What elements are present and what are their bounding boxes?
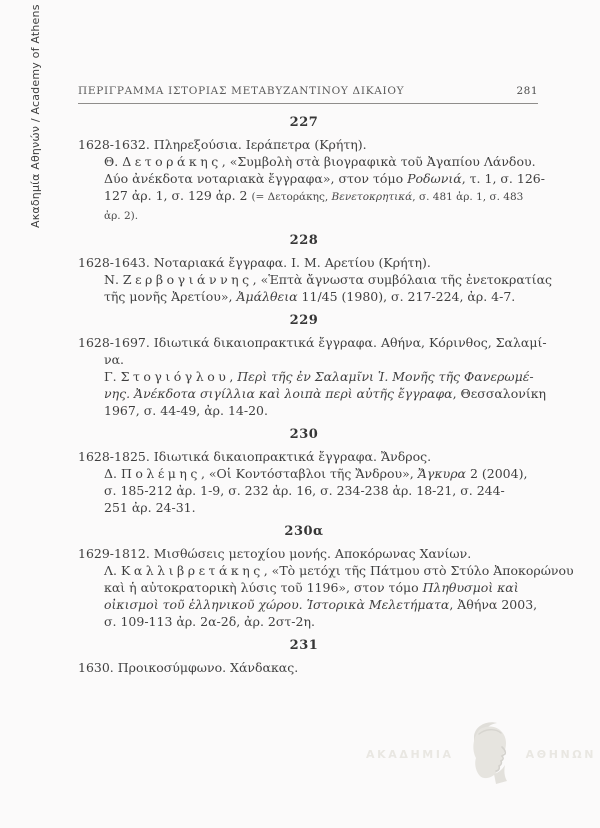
entry-line: σ. 185-212 ἀρ. 1-9, σ. 232 ἀρ. 16, σ. 234-238 ἀρ. 18-21, σ. 244- (104, 483, 505, 498)
entry-line: 1967, σ. 44-49, ἀρ. 14-20. (104, 403, 268, 418)
entry-line: 127 ἀρ. 1, σ. 129 ἀρ. 2 (= Δετοράκης, Βενετοκρητικά, σ. 481 ἀρ. 1, σ. 483 (104, 188, 524, 203)
entry-line: να. (104, 352, 125, 367)
entry-number: 229 (289, 313, 319, 328)
entry-number: 228 (289, 233, 319, 248)
entry-number: 231 (289, 638, 319, 653)
entry-number: 227 (289, 115, 319, 130)
entry-line: οἰκισμοὶ τοῦ ἑλληνικοῦ χώρου. Ἱστορικὰ Μελετήματα, Ἀθήνα 2003, (104, 597, 538, 612)
running-title: ΠΕΡΙΓΡΑΜΜΑ ΙΣΤΟΡΙΑΣ ΜΕΤΑΒΥΖΑΝΤΙΝΟΥ ΔΙΚΑΙΟΥ (78, 85, 405, 97)
entry-line: Θ. Δετοράκης, «Συμβολὴ στὰ βιογραφικὰ τοῦ Ἀγαπίου Λάνδου. (104, 154, 536, 169)
entry-229 (78, 313, 558, 419)
page-header (78, 85, 538, 97)
entry-line: σ. 109-113 ἀρ. 2α-2δ, ἀρ. 2στ-2η. (104, 614, 315, 629)
entry-line: καὶ ἡ αὐτοκρατορικὴ λύσις τοῦ 1196», στον τόμο Πληθυσμοὶ καὶ (104, 580, 519, 595)
entry-line: Λ. Καλλιβρετάκης, «Τὸ μετόχι τῆς Πάτμου στὸ Στύλο Ἀποκορώνου (104, 563, 574, 578)
entry-230α (78, 524, 574, 630)
entry-line: 1628-1697. Ιδιωτικά δικαιοπρακτικά ἔγγραφα. Αθήνα, Κόρινθος, Σαλαμί- (78, 335, 547, 350)
entries (78, 107, 574, 676)
entry-230 (78, 427, 558, 516)
entry-line: ἀρ. 2). (104, 210, 139, 222)
entry-line: 1629-1812. Μισθώσεις μετοχίου μονής. Αποκόρωνας Χανίων. (78, 546, 472, 561)
entry-227 (78, 115, 558, 225)
entry-line: Ν. Ζερβογιάννης, «Ἑπτὰ ἄγνωστα συμβόλαια τῆς ἐνετοκρατίας (104, 272, 553, 287)
watermark-text-left: ΑΚΑΔΗΜΙΑ (366, 747, 454, 761)
entry-number: 230 (289, 427, 319, 442)
entry-line: 1628-1643. Νοταριακά ἔγγραφα. Ι. Μ. Αρετίου (Κρήτη). (78, 255, 431, 270)
entry-231 (78, 638, 558, 676)
entry-line: 1630. Προικοσύμφωνο. Χάνδακας. (78, 660, 299, 675)
entry-line: Δ. Πολέμης, «Οἱ Κοντόσταβλοι τῆς Ἄνδρου», Ἄγκυρα 2 (2004), (104, 466, 528, 481)
watermark-text-right: ΑΘΗΝΩΝ (525, 747, 597, 761)
entry-line: 1628-1825. Ιδιωτικά δικαιοπρακτικά ἔγγραφα. Ἄνδρος. (78, 449, 432, 464)
page-number: 281 (516, 85, 538, 97)
entry-228 (78, 233, 558, 305)
entry-number: 230α (284, 524, 324, 539)
entry-line: Δύο ἀνέκδοτα νοταριακὰ ἔγγραφα», στον τόμο Ροδωνιά, τ. 1, σ. 126- (104, 171, 545, 186)
athena-head-icon (465, 720, 515, 788)
entry-line: νης. Ἀνέκδοτα σιγίλλια καὶ λοιπὰ περὶ αὐτῆς ἔγγραφα, Θεσσαλονίκη (104, 386, 547, 401)
entry-line: τῆς μονῆς Ἀρετίου», Ἀμάλθεια 11/45 (1980), σ. 217-224, ἀρ. 4-7. (104, 289, 516, 304)
entry-line: 251 ἀρ. 24-31. (104, 500, 196, 515)
entry-line: Γ. Στογιόγλου, Περὶ τῆς ἐν Σαλαμῖνι Ἱ. Μονῆς τῆς Φανερωμέ- (104, 369, 534, 384)
header-rule (78, 103, 538, 104)
watermark (366, 720, 597, 788)
entry-line: 1628-1632. Πληρεξούσια. Ιεράπετρα (Κρήτη). (78, 137, 367, 152)
sidebar-vertical-label: Ακαδημία Αθηνών / Academy of Athens (29, 4, 42, 228)
